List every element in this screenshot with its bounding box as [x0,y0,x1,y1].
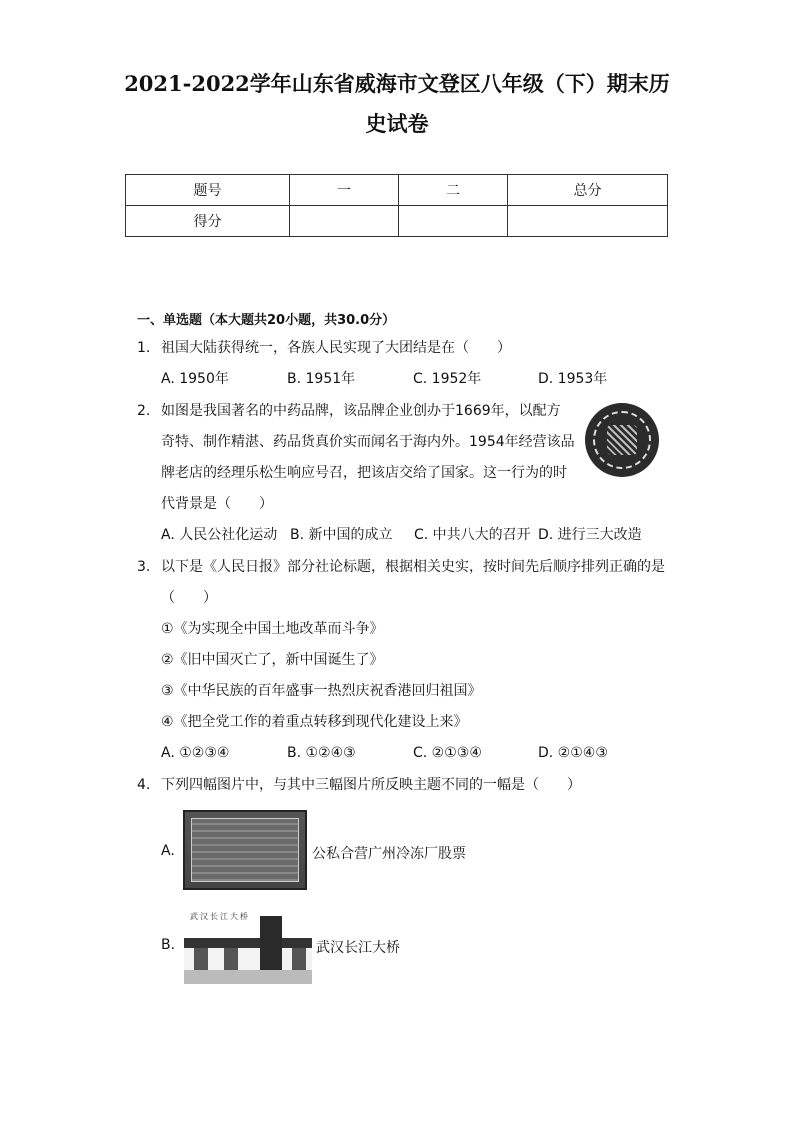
question-item: ③《中华民族的百年盛事一热烈庆祝香港回归祖国》 [161,683,482,699]
option-c[interactable]: C. ②①③④ [413,745,482,761]
score-header-cell: 题号 [126,175,290,206]
yangtze-bridge-image[interactable] [184,908,312,984]
question-item: ④《把全党工作的着重点转移到现代化建设上来》 [161,714,468,730]
question-text: 以下是《人民日报》部分社论标题，根据相关史实，按时间先后顺序排列正确的是 [161,559,665,575]
question-item: ②《旧中国灭亡了，新中国诞生了》 [161,652,384,668]
score-header-cell: 二 [399,175,508,206]
score-header-cell: 总分 [508,175,668,206]
option-d[interactable]: D. 进行三大改造 [538,527,642,543]
option-c[interactable]: C. 1952年 [413,371,482,387]
medicine-brand-seal-image [585,403,659,477]
option-b[interactable]: B. 1951年 [287,371,356,387]
question-number: 2. [137,403,151,419]
stock-certificate-image[interactable] [183,810,307,890]
option-c[interactable]: C. 中共八大的召开 [414,527,531,543]
question-number: 1. [137,340,151,356]
option-a-letter[interactable]: A. [161,843,175,859]
question-text: 牌老店的经理乐松生响应号召，把该店交给了国家。这一行为的时 [161,465,567,481]
exam-title [100,64,694,144]
score-cell[interactable] [399,206,508,237]
option-d[interactable]: D. 1953年 [538,371,608,387]
option-a[interactable]: A. ①②③④ [161,745,230,761]
option-b[interactable]: B. ①②④③ [287,745,356,761]
question-text: 奇特、制作精湛、药品货真价实而闻名于海内外。1954年经营该品 [161,434,575,450]
question-text: 下列四幅图片中，与其中三幅图片所反映主题不同的一幅是（ ） [161,777,581,793]
section-title: 一、单选题（本大题共20小题，共30.0分） [137,313,396,328]
bridge-pier [292,948,306,970]
bridge-tower [260,916,282,972]
score-row-label: 得分 [126,206,290,237]
score-header-cell: 一 [290,175,399,206]
option-a[interactable]: A. 1950年 [161,371,229,387]
option-d[interactable]: D. ②①④③ [538,745,608,761]
title-line-2: 史试卷 [365,111,429,136]
stock-certificate-texture [191,818,299,882]
score-table-header-row [126,175,668,206]
question-item: ①《为实现全中国土地改革而斗争》 [161,621,384,637]
bridge-image-caption: 武汉长江大桥 [190,912,250,921]
bridge-water [184,970,312,984]
option-b-letter[interactable]: B. [161,937,176,953]
option-a[interactable]: A. 人民公社化运动 [161,527,278,543]
question-text: 祖国大陆获得统一，各族人民实现了大团结是在（ ） [161,340,511,356]
question-number: 3. [137,559,151,575]
option-a-caption: 公私合营广州冷冻厂股票 [312,846,466,862]
bridge-deck [184,938,312,948]
question-text: 如图是我国著名的中药品牌，该品牌企业创办于1669年，以配方 [161,403,561,419]
title-line-1: 2021-2022学年山东省威海市文登区八年级（下）期末历 [124,71,670,96]
score-table [125,174,668,237]
question-text: 代背景是（ ） [161,496,273,512]
score-cell[interactable] [508,206,668,237]
option-b-caption: 武汉长江大桥 [316,940,400,956]
question-text: （ ） [161,590,217,606]
bridge-pier [224,948,238,970]
bridge-pier [194,948,208,970]
score-table-score-row [126,206,668,237]
option-b[interactable]: B. 新中国的成立 [290,527,393,543]
question-number: 4. [137,777,151,793]
score-cell[interactable] [290,206,399,237]
